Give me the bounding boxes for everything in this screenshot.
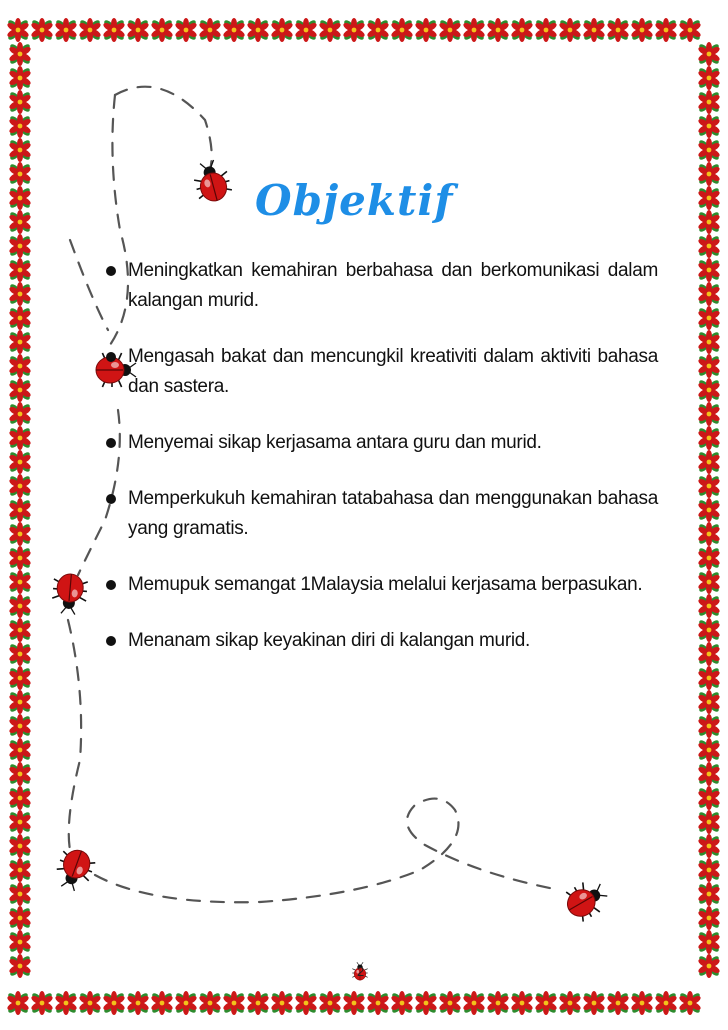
- page-number: 2: [357, 964, 365, 979]
- list-item: [106, 484, 658, 544]
- objective-text: Menanam sikap keyakinan diri di kalangan murid.: [128, 630, 531, 651]
- objective-text: Memperkukuh kemahiran tatabahasa dan menggunakan bahasa yang gramatis.: [128, 488, 658, 539]
- list-item: [106, 342, 658, 402]
- dashed-trail-line: [95, 799, 560, 903]
- objective-text: Mengasah bakat dan mencungkil kreativiti dalam aktiviti bahasa dan sastera.: [128, 346, 658, 397]
- bullet-icon: [106, 636, 116, 646]
- bullet-icon: [106, 580, 116, 590]
- list-item: [106, 570, 658, 600]
- list-item: [106, 428, 658, 458]
- bullet-icon: [106, 266, 116, 276]
- objective-text: Meningkatkan kemahiran berbahasa dan berkomunikasi dalam kalangan murid.: [128, 260, 658, 311]
- dashed-trail-line: [68, 620, 81, 850]
- dashed-trail-line: [70, 240, 108, 330]
- ladybug-icon: [52, 845, 98, 894]
- list-item: [106, 626, 658, 656]
- dashed-trail-line: [115, 87, 212, 170]
- ladybug-icon: [190, 157, 233, 204]
- page-title: Objektif: [255, 176, 454, 225]
- objective-text: Menyemai sikap kerjasama antara guru dan murid.: [128, 432, 542, 453]
- objectives-list: [106, 256, 658, 682]
- bullet-icon: [106, 494, 116, 504]
- bullet-icon: [106, 352, 116, 362]
- bullet-icon: [106, 438, 116, 448]
- ladybug-icon: [561, 875, 613, 924]
- objective-text: Memupuk semangat 1Malaysia melalui kerjasama berpasukan.: [128, 574, 643, 595]
- list-item: [106, 256, 658, 316]
- ladybug-icon: [51, 573, 88, 616]
